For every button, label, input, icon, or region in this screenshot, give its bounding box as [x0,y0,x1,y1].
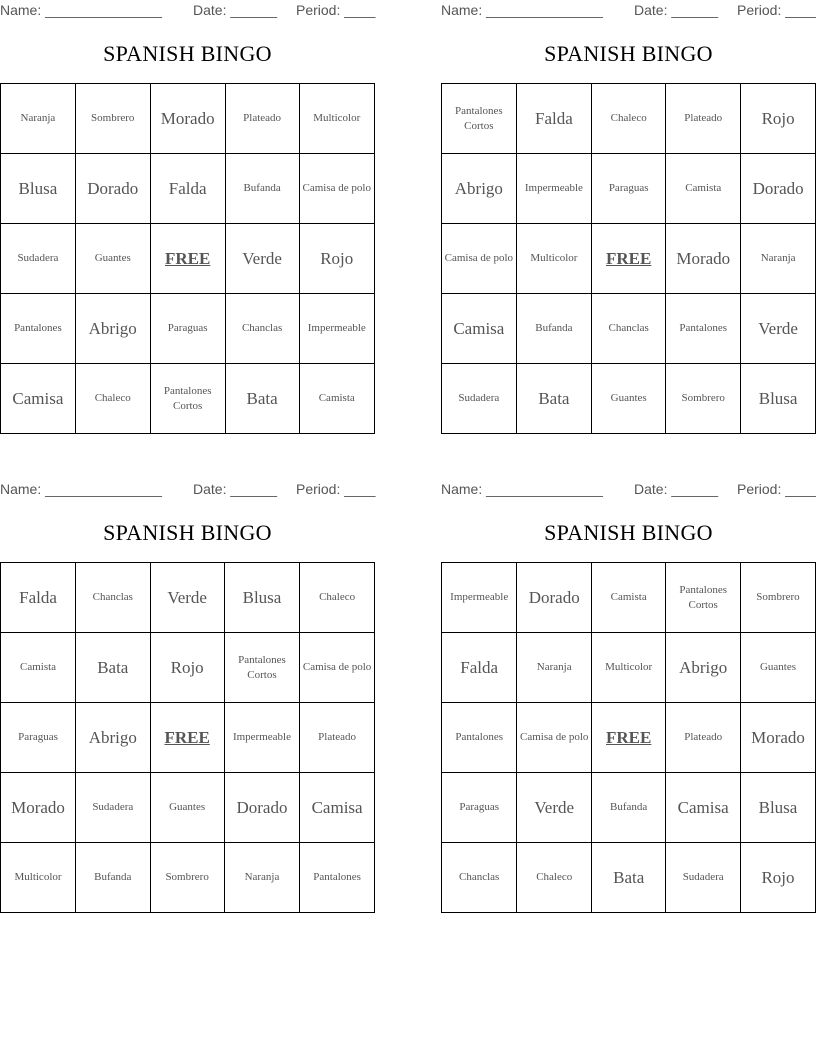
grid-cell: Chaleco [592,84,666,154]
grid-row [1,703,375,773]
grid-row [1,224,375,294]
grid-cell: Guantes [741,633,816,703]
grid-cell: Bufanda [76,843,150,913]
grid-cell: Camisa [300,773,375,843]
grid-cell: Pantalones Cortos [150,364,225,434]
grid-cell: Chanclas [225,294,299,364]
grid-cell: Pantalones [1,294,76,364]
grid-cell: Multicolor [516,224,591,294]
grid-cell: Blusa [1,154,76,224]
grid-cell: Sombrero [741,563,816,633]
grid-cell: Camista [666,154,741,224]
grid-cell: Camisa [1,364,76,434]
grid-cell: Naranja [224,843,299,913]
grid-row [442,703,816,773]
bingo-card-3 [0,479,375,914]
grid-cell: Abrigo [75,294,150,364]
grid-row [442,224,816,294]
grid-row [442,294,816,364]
grid-cell: Pantalones [300,843,375,913]
grid-cell: Morado [1,773,76,843]
grid-cell: Bata [76,633,150,703]
free-space: FREE [150,703,224,773]
grid-cell: Falda [442,633,517,703]
grid-cell: Bufanda [225,154,299,224]
grid-cell: Rojo [150,633,224,703]
grid-cell: Impermeable [224,703,299,773]
grid-cell: Bufanda [592,773,666,843]
grid-cell: Verde [741,294,816,364]
grid-cell: Pantalones [442,703,517,773]
grid-cell: Camista [299,364,375,434]
grid-cell: Falda [1,563,76,633]
bingo-card-2 [441,0,816,435]
grid-cell: Paraguas [1,703,76,773]
grid-cell: Abrigo [76,703,150,773]
name-field: Name: _______________ [0,481,162,497]
grid-cell: Impermeable [442,563,517,633]
grid-cell: Chaleco [75,364,150,434]
grid-cell: Plateado [225,84,299,154]
grid-cell: Rojo [299,224,375,294]
grid-cell: Paraguas [442,773,517,843]
grid-cell: Chanclas [442,843,517,913]
card-header [441,481,816,499]
grid-cell: Camista [1,633,76,703]
grid-cell: Bufanda [516,294,591,364]
grid-cell: Plateado [666,703,741,773]
grid-cell: Paraguas [150,294,225,364]
grid-cell: Blusa [741,773,816,843]
grid-cell: Bata [225,364,299,434]
grid-cell: Impermeable [516,154,591,224]
grid-cell: Camisa [442,294,517,364]
grid-row [1,843,375,913]
grid-row [1,364,375,434]
bingo-grid [441,562,816,913]
grid-cell: Dorado [741,154,816,224]
name-field: Name: _______________ [441,2,603,18]
grid-cell: Verde [517,773,592,843]
date-field: Date: ______ [193,481,278,497]
grid-cell: Sudadera [1,224,76,294]
grid-cell: Dorado [517,563,592,633]
card-header [441,2,816,20]
grid-cell: Guantes [150,773,224,843]
card-title: SPANISH BINGO [103,41,272,66]
grid-cell: Sudadera [442,364,517,434]
grid-row [1,154,375,224]
grid-cell: Sombrero [150,843,224,913]
card-title: SPANISH BINGO [544,41,713,66]
period-field: Period: ____ [296,2,376,18]
grid-cell: Chaleco [517,843,592,913]
grid-cell: Chanclas [76,563,150,633]
grid-cell: Guantes [75,224,150,294]
grid-cell: Pantalones Cortos [224,633,299,703]
grid-row [442,154,816,224]
free-space: FREE [150,224,225,294]
grid-row [442,773,816,843]
grid-cell: Falda [516,84,591,154]
grid-cell: Naranja [741,224,816,294]
date-field: Date: ______ [634,2,719,18]
grid-cell: Multicolor [299,84,375,154]
date-field: Date: ______ [193,2,278,18]
grid-cell: Impermeable [299,294,375,364]
grid-cell: Pantalones Cortos [666,563,741,633]
card-title: SPANISH BINGO [103,520,272,545]
grid-cell: Plateado [666,84,741,154]
grid-cell: Dorado [224,773,299,843]
grid-cell: Chanclas [592,294,666,364]
grid-cell: Sombrero [75,84,150,154]
period-field: Period: ____ [737,2,816,18]
free-space: FREE [592,703,666,773]
grid-row [442,364,816,434]
grid-cell: Sombrero [666,364,741,434]
grid-cell: Verde [225,224,299,294]
grid-cell: Camisa de polo [300,633,375,703]
grid-cell: Bata [516,364,591,434]
period-field: Period: ____ [737,481,816,497]
grid-cell: Rojo [741,84,816,154]
grid-cell: Blusa [224,563,299,633]
grid-cell: Abrigo [666,633,741,703]
grid-cell: Pantalones [666,294,741,364]
date-field: Date: ______ [634,481,719,497]
grid-cell: Camisa de polo [517,703,592,773]
grid-row [442,563,816,633]
grid-row [442,633,816,703]
grid-cell: Plateado [300,703,375,773]
card-header [0,481,375,499]
grid-cell: Dorado [75,154,150,224]
grid-cell: Rojo [741,843,816,913]
grid-cell: Bata [592,843,666,913]
bingo-grid [0,83,375,434]
grid-row [442,84,816,154]
grid-cell: Morado [741,703,816,773]
grid-cell: Pantalones Cortos [442,84,517,154]
grid-cell: Morado [150,84,225,154]
name-field: Name: _______________ [441,481,603,497]
grid-cell: Camisa [666,773,741,843]
grid-cell: Naranja [517,633,592,703]
grid-row [1,633,375,703]
grid-cell: Abrigo [442,154,517,224]
card-title: SPANISH BINGO [544,520,713,545]
grid-cell: Sudadera [76,773,150,843]
grid-row [1,563,375,633]
grid-cell: Blusa [741,364,816,434]
grid-cell: Naranja [1,84,76,154]
grid-cell: Camisa de polo [442,224,517,294]
grid-row [442,843,816,913]
grid-cell: Camisa de polo [299,154,375,224]
grid-cell: Camista [592,563,666,633]
grid-row [1,294,375,364]
grid-cell: Verde [150,563,224,633]
grid-cell: Sudadera [666,843,741,913]
grid-row [1,773,375,843]
grid-cell: Guantes [592,364,666,434]
grid-cell: Morado [666,224,741,294]
grid-cell: Chaleco [300,563,375,633]
period-field: Period: ____ [296,481,376,497]
grid-cell: Paraguas [592,154,666,224]
bingo-card-4 [441,479,816,914]
bingo-card-1 [0,0,375,435]
grid-cell: Multicolor [1,843,76,913]
name-field: Name: _______________ [0,2,162,18]
free-space: FREE [592,224,666,294]
grid-cell: Falda [150,154,225,224]
bingo-grid [0,562,375,913]
bingo-grid [441,83,816,434]
grid-row [1,84,375,154]
card-header [0,2,375,20]
grid-cell: Multicolor [592,633,666,703]
